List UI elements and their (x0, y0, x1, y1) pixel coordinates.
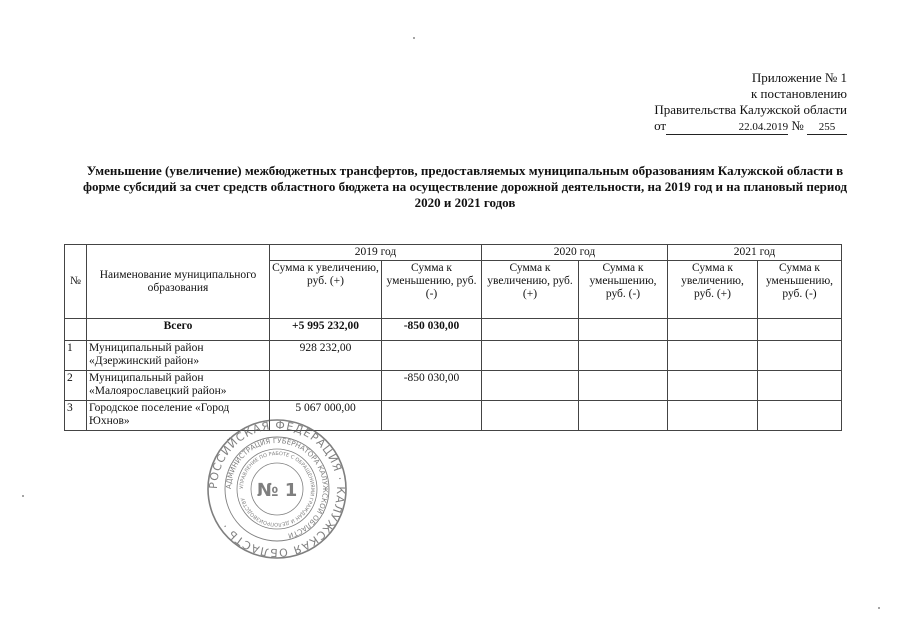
appendix-date-line (654, 118, 847, 135)
row-name: Муниципальный район «Дзержинский район» (87, 341, 270, 371)
stamp-inner-ring: УПРАВЛЕНИЕ ПО РАБОТЕ С ОБРАЩЕНИЯМИ ГРАЖДАН И ДЕЛОПРОИЗВОДСТВУ (238, 450, 316, 528)
header-2019-increase: Сумма к увеличению, руб. (+) (270, 261, 382, 319)
total-increase-2020 (482, 319, 579, 341)
row-increase-2019: 5 067 000,00 (270, 401, 382, 431)
row-num: 1 (65, 341, 87, 371)
header-2021-increase: Сумма к увеличению, руб. (+) (668, 261, 758, 319)
decree-number: 255 (807, 121, 847, 135)
header-name: Наименование муниципального образования (87, 245, 270, 319)
total-increase-2019: +5 995 232,00 (270, 319, 382, 341)
header-2021-decrease: Сумма к уменьшению, руб. (-) (758, 261, 842, 319)
header-2020-increase: Сумма к увеличению, руб. (+) (482, 261, 579, 319)
header-year-2020: 2020 год (482, 245, 668, 261)
total-decrease-2020 (579, 319, 668, 341)
appendix-line3: Правительства Калужской области (654, 102, 847, 117)
number-prefix: № (791, 118, 804, 133)
date-prefix: от (654, 118, 667, 133)
transfers-table (64, 244, 842, 431)
row-name: Городское поселение «Город Юхнов» (87, 401, 270, 431)
official-stamp (206, 418, 348, 560)
row-increase-2019: 928 232,00 (270, 341, 382, 371)
scan-speck (413, 37, 415, 39)
document-title: Уменьшение (увеличение) межбюджетных трансфертов, предоставляемых муниципальным образованиям Калужской области в форме субсидий за счет средств областного бюджета на осуществление дорожной деятельности, на 2019 год и на плановый период 2020 и 2021 годов (82, 163, 848, 210)
scan-speck (878, 607, 880, 609)
appendix-line2: к постановлению (750, 86, 847, 101)
total-label: Всего (87, 319, 270, 341)
row-decrease-2019 (382, 341, 482, 371)
total-decrease-2021 (758, 319, 842, 341)
stamp-center: № 1 (256, 480, 298, 501)
header-num: № (65, 245, 87, 319)
appendix-block (654, 70, 847, 135)
row-decrease-2019 (382, 401, 482, 431)
row-num: 2 (65, 371, 87, 401)
row-increase-2019 (270, 371, 382, 401)
row-num: 3 (65, 401, 87, 431)
total-num (65, 319, 87, 341)
row-name: Муниципальный район «Малоярославецкий район» (87, 371, 270, 401)
appendix-title: Приложение № 1 (751, 70, 847, 85)
total-increase-2021 (668, 319, 758, 341)
header-year-2019: 2019 год (270, 245, 482, 261)
header-2019-decrease: Сумма к уменьшению, руб. (-) (382, 261, 482, 319)
row-decrease-2019: -850 030,00 (382, 371, 482, 401)
header-year-2021: 2021 год (668, 245, 842, 261)
scan-speck (22, 495, 24, 497)
table-row (65, 371, 842, 401)
decree-date: 22.04.2019 (666, 121, 788, 135)
stamp-middle-ring: АДМИНИСТРАЦИЯ ГУБЕРНАТОРА КАЛУЖСКОЙ ОБЛАСТИ (224, 436, 330, 540)
header-2020-decrease: Сумма к уменьшению, руб. (-) (579, 261, 668, 319)
total-decrease-2019: -850 030,00 (382, 319, 482, 341)
table-row (65, 341, 842, 371)
stamp-outer-ring: РОССИЙСКАЯ ФЕДЕРАЦИЯ · КАЛУЖСКАЯ ОБЛАСТЬ · (206, 418, 348, 560)
total-row (65, 319, 842, 341)
table-row (65, 401, 842, 431)
